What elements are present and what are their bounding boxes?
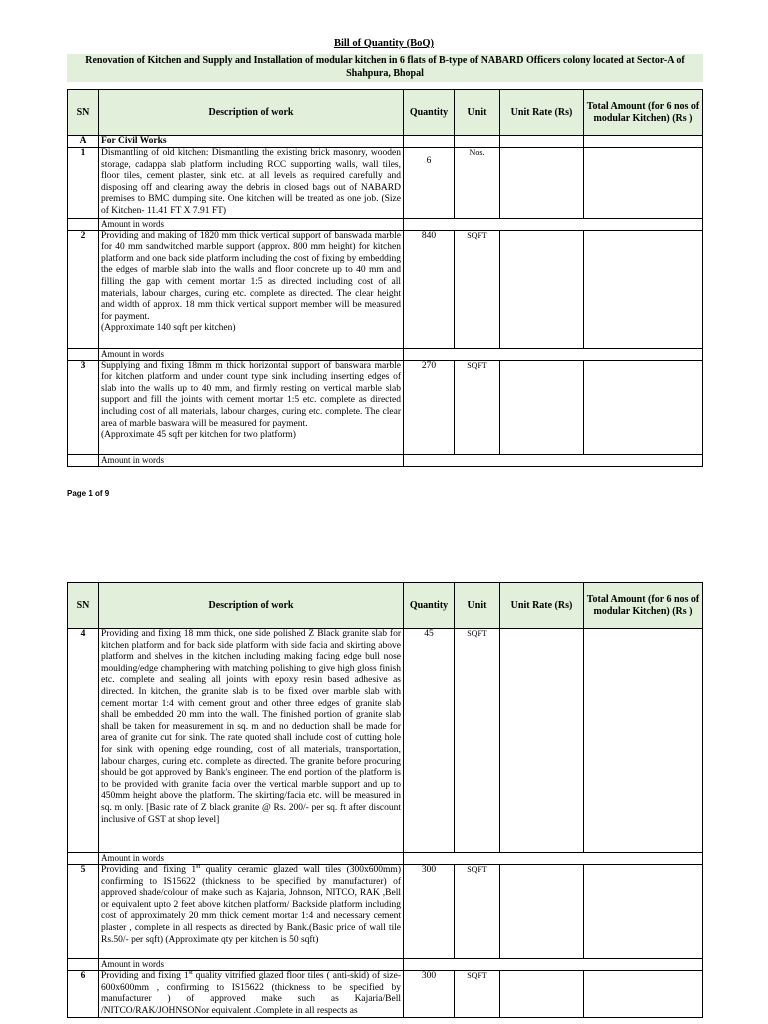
header-total-amount: Total Amount (for 6 nos of modular Kitchen) (Rs ) — [584, 583, 703, 629]
item-quantity: 270 — [404, 360, 455, 454]
header-description: Description of work — [99, 90, 404, 136]
item-quantity: 45 — [404, 629, 455, 853]
item-unit: Nos. — [455, 148, 500, 219]
header-sn: SN — [68, 583, 99, 629]
amount-in-words-label: Amount in words — [99, 959, 404, 971]
item-unit: SQFT — [455, 865, 500, 959]
amount-in-words-row — [68, 959, 703, 971]
item-unit-rate — [500, 865, 584, 959]
item-description: Providing and fixing 1st quality ceramic glazed wall tiles (300x600mm) confirming to IS15622 (thickness to be specified by manufacturer) of approved shade/colour of make such as Kajaria, Johnson, NITCO, RAK ,Bell or equivalent upto 2 feet above kitchen platform/ Backside platform including cost of approximately 20 mm thick cement mortar 1:4 and necessary cement plaster , complete in all respects as directed by Bank.(Basic price of wall tile Rs.50/- per sqft) (Approximate qty per kitchen is 50 sqft) — [99, 865, 404, 959]
item-sn: 2 — [68, 230, 99, 348]
amount-in-words-row — [68, 348, 703, 360]
item-unit-rate — [500, 360, 584, 454]
item-quantity: 300 — [404, 865, 455, 959]
item-description: Providing and fixing 18 mm thick, one side polished Z Black granite slab for kitchen platform and for back side platform with side facia and skirting above platform and shelves in the kitchen including making facing edge bull nose moulding/edge champhering with matching polishing to give high gloss finish etc. complete and sealing all joints with epoxy resin based adhesive as directed. In kitchen, the granite slab is to be fixed over marble slab with cement mortar 1:4 with cement grout and other three edges of granite slab shall be embedded 20 mm into the wall. The finished portion of granite slab shall be taken for measurement in sq. m and no deduction shall be made for area of granite cut for sink. The rate quoted shall include cost of cutting hole for sink with opening edge rounding, cost of all materials, transportation, labour charges, curing etc. complete as directed. The granite before procuring should be got approved by Bank's engineer. The end portion of the platform is to be provided with granite facia over the vertical marble support and up to 450mm height above the platform. The skirting/facia etc. will be measured in sq. m only. [Basic rate of Z black granite @ Rs. 200/- per sq. ft after discount inclusive of GST at shop level] — [99, 629, 404, 853]
header-quantity: Quantity — [404, 90, 455, 136]
table-header-row — [68, 583, 703, 629]
header-unit-rate: Unit Rate (Rs) — [500, 583, 584, 629]
document-title: Bill of Quantity (BoQ) — [333, 38, 435, 49]
table-row — [68, 230, 703, 348]
item-quantity: 6 — [404, 148, 455, 219]
page-footer: Page 1 of 9 — [67, 489, 110, 498]
item-sn: 6 — [68, 971, 99, 1018]
item-unit-rate — [500, 629, 584, 853]
item-unit: SQFT — [455, 629, 500, 853]
item-description: Providing and fixing 1st quality vitrified glazed floor tiles ( anti-skid) of size- 600x600mm , confirming to IS15622 (thickness to be specified by manufacturer ) of approved make such as Kajaria/Bell /NITCO/RAK/JOHNSONor equivalent .Complete in all respects as — [99, 971, 404, 1018]
item-total-amount — [584, 865, 703, 959]
item-unit-rate — [500, 230, 584, 348]
item-total-amount — [584, 148, 703, 219]
item-total-amount — [584, 971, 703, 1018]
item-note: (Approximate 140 sqft per kitchen) — [101, 323, 236, 334]
amount-in-words-row — [68, 853, 703, 865]
item-description: Providing and making of 1820 mm thick vertical support of banswada marble for 40 mm sandwitched marble support (approx. 800 mm height) for kitchen platform and one back side platform including the cost of fixing by embedding the edges of marble slab into the walls and floor concrete up to 40 mm and filling the gap with cement mortar 1:5 as directed including cost of all materials, labour charges, curing etc. complete as directed. The clear height and width of approx. 18 mm thick vertical support member will be measured for payment. (Approximate 140 sqft per kitchen) — [99, 230, 404, 348]
section-label: For Civil Works — [99, 136, 404, 148]
item-sn: 1 — [68, 148, 99, 219]
item-sn: 5 — [68, 865, 99, 959]
item-quantity: 840 — [404, 230, 455, 348]
table-row — [68, 865, 703, 959]
amount-in-words-label: Amount in words — [99, 218, 404, 230]
header-quantity: Quantity — [404, 583, 455, 629]
table-row — [68, 148, 703, 219]
item-description: Dismantling of old kitchen: Dismantling the existing brick masonry, wooden storage, cadappa slab platform including RCC supporting walls, wall tiles, floor tiles, cement plaster, sink etc. at all levels as required carefully and disposing off and clearing away the debris in closed bags out of NABARD premises to BMC dumping site. One kitchen will be treated as one job. (Size of Kitchen- 11.41 FT X 7.91 FT) — [99, 148, 404, 219]
item-unit: SQFT — [455, 360, 500, 454]
boq-table-page-1 — [67, 89, 703, 467]
item-unit: SQFT — [455, 230, 500, 348]
boq-table-page-2 — [67, 582, 703, 1018]
item-note: (Approximate 45 sqft per kitchen for two platform) — [101, 430, 296, 441]
header-total-amount: Total Amount (for 6 nos of modular Kitchen) (Rs ) — [584, 90, 703, 136]
section-sn: A — [68, 136, 99, 148]
amount-in-words-label: Amount in words — [99, 853, 404, 865]
document-subtitle: Renovation of Kitchen and Supply and Installation of modular kitchen in 6 flats of B-type of NABARD Officers colony located at Sector-A of Shahpura, Bhopal — [67, 54, 703, 82]
item-sn: 4 — [68, 629, 99, 853]
header-unit: Unit — [455, 583, 500, 629]
section-row — [68, 136, 703, 148]
header-sn: SN — [68, 90, 99, 136]
item-total-amount — [584, 629, 703, 853]
amount-in-words-row — [68, 454, 703, 466]
table-row — [68, 629, 703, 853]
item-unit-rate — [500, 971, 584, 1018]
table-row — [68, 360, 703, 454]
table-row — [68, 971, 703, 1018]
header-unit: Unit — [455, 90, 500, 136]
item-sn: 3 — [68, 360, 99, 454]
item-unit-rate — [500, 148, 584, 219]
amount-in-words-label: Amount in words — [99, 454, 404, 466]
header-description: Description of work — [99, 583, 404, 629]
item-quantity: 300 — [404, 971, 455, 1018]
header-unit-rate: Unit Rate (Rs) — [500, 90, 584, 136]
item-total-amount — [584, 360, 703, 454]
amount-in-words-label: Amount in words — [99, 348, 404, 360]
amount-in-words-row — [68, 218, 703, 230]
table-header-row — [68, 90, 703, 136]
item-description: Supplying and fixing 18mm m thick horizontal support of banswara marble for kitchen platform and under count type sink including inserting edges of slab into the walls up to 40 mm, and firmly resting on vertical marble slab support and fill the joints with cement mortar 1:5 etc. complete as directed including cost of all materials, labour charges, curing etc. complete. The clear area of marble baswara will be measured for payment. (Approximate 45 sqft per kitchen for two platform) — [99, 360, 404, 454]
item-unit: SQFT — [455, 971, 500, 1018]
item-total-amount — [584, 230, 703, 348]
